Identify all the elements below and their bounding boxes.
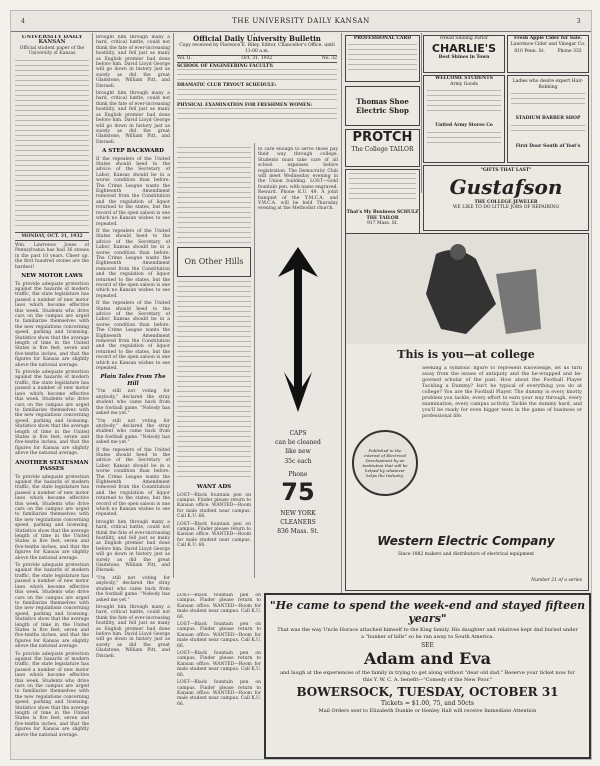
column-rule [341,33,342,593]
ad-text: can be cleaned [275,439,321,446]
body-text: To provide adequate protection against the hazards of modern traffic, the state legislature has passed a number of new motor laws which become effective this week. Students who drive cars on the campus are urged to familiarize themselves with the new regulations concerning speed, parking and licensing. Statistics show that the average length of time in the United States is five feet, seven and five-tenths inches, and that the figures for Kansas are slightly above the national average. [15,370,89,457]
adam-eva-body1: That was the way Uncle Horace attached himself to the King family. His daughter and relatives kept dad buried under a "bunker of bills" so he ran away to South America. [277,627,578,640]
body-text: "I'm still not voting for anybody," declared the stray student who came back from the football game. "Nobody has asked me yet." [96,575,170,603]
football-illustration [346,234,586,344]
charlies-pretitle: Oread Shining Parlor [439,36,489,41]
seal-text: Published in the interest of Electrical Development by an Institution that will be helped by whatever helps the Industry. [362,448,408,478]
bulletin-text [177,69,337,83]
bulletin-subtitle: Copy received by Florence E. Riley, Editor, Chancellor's Office, until 11:00 a.m. [179,43,335,54]
body-text: brought him through many a hard, critical battle, could not think the fate of ever-increasing hostility, and fell just as many as English premier had done before him. David Lloyd George will go down in history just as surely as did the great Gladstone, William Pitt, and Disraeli. [96,519,170,574]
body-text: "I'm still not voting for anybody," declared the stray student who came back from the football game. "Nobody has asked me yet." [96,418,170,446]
ad-text: CAPS [289,430,307,437]
adam-and-eva-ad [264,593,591,759]
ad-text: 35c each [284,458,312,465]
page-header [11,11,591,32]
body-text: If the repealers of the United States should heed to the advice of the Secretary of Labor, Kansas should be in a worse condition than before. The Crime League wants the Eighteenth Amendment removed from the Constitution and the regulation of liquor returned to the states, but the record of the open saloon is one which no Kansan wishes to see repeated. [96,156,170,227]
bulletin-item: SCHOOL OF ENGINEERING FACULTY: [177,63,274,69]
body-text: If the repealers of the United States should heed to the advice of the Secretary of Labor, Kansas should be in a worse condition than before. The Crime League wants the Eighteenth Amendment removed from the Constitution and the regulation of liquor returned to the states, but the record of the open saloon is one which no Kansan wishes to see repeated. [96,447,170,518]
column-rule [421,33,422,193]
newspaper-page [10,10,592,760]
gustafson-ad [423,165,589,231]
bulletin-volume: Vol. II. [177,56,192,61]
charlies-tagline: Best Shines in Town [438,54,490,60]
page-number-right: 3 [576,17,581,25]
body-text: If the repealers of the United States should heed to the advice of the Secretary of Labor, Kansas should be in a worse condition than before. The Crime League wants the Eighteenth Amendment removed from the Constitution and the regulation of liquor returned to the states, but the record of the open saloon is one which no Kansan wishes to see repeated. [96,228,170,299]
cider-company: Lawrence Cider and Vinegar Co. [510,41,586,47]
cider-phone: Phone 333 [557,49,582,54]
jeweler-subtitle: WE LIKE TO DO LITTLE JOBS OF REPAIRING [452,205,560,210]
heading-statesman: ANOTHER STATESMAN PASSES [15,459,89,473]
barber-location: First Door South of Yost's [515,143,581,149]
ad-text [427,132,501,152]
cider-address: 810 Penn. St. [514,49,545,54]
on-other-hills-title: On Other Hills [184,257,244,267]
want-ads-text: LOST—Black fountain pen on campus. Finder please return to Kansan office. WANTED—Room for male student near campus. Call K.U. 66. [177,680,261,707]
want-ads-text: LOST—Black fountain pen on campus. Finder please return to Kansan office. WANTED—Room for male student near campus. Call K.U. 66. [177,651,261,678]
masthead: UNIVERSITY DAILY KANSAN [21,35,83,46]
ad-text [349,173,416,207]
business-name: NEW YORK [280,510,316,517]
phone-label: Phone [288,471,308,478]
new-york-cleaners-ad [258,247,338,587]
cider-title: Fresh Apple Cider for Sale. [513,36,583,41]
protch-subtitle: The College TAILOR [351,146,414,153]
column-2 [96,35,170,755]
want-ads-text: LOST—Black fountain pen on campus. Finder please return to Kansan office. WANTED—Room for male student near campus. Call K.U. 66. [177,622,261,649]
quote-paragraph: Wm. Lawrence Jones of Pennsylvania has had 36 stones in the past 10 years. Cheer up, the first hundred stones are the hardest! [15,243,89,270]
column-rule [173,33,174,578]
article-text [177,147,251,247]
body-text: If the repealers of the United States should heed to the advice of the Secretary of Labor, Kansas should be in a worse condition than before. The Crime League wants the Eighteenth Amendment removed from the Constitution and the regulation of liquor returned to the states, but the record of the open saloon is one which no Kansan wishes to see repeated. [96,301,170,372]
body-text: brought him through many a hard, critical battle, could not think the fate of ever-increasing hostility, and fell just as many as English premier had done before him. David Lloyd George will go down in history just as surely as did the great Gladstone, William Pitt, and Disraeli. [96,35,170,89]
charlies-ad [423,35,505,73]
body-text: To provide adequate protection against the hazards of modern traffic, the state legislature has passed a number of new motor laws which become effective this week. Students who drive cars on the campus are urged to familiarize themselves with the new regulations concerning speed, parking and licensing. Statistics show that the average length of time in the United States is five feet, seven and five-tenths inches, and that the figures for Kansas are slightly above the national average. [15,651,89,738]
bulletin-text [177,89,337,103]
western-electric-ad [345,233,589,591]
want-ads-text: LOST—Black fountain pen on campus. Finder please return to Kansan office. WANTED—Room for male student near campus. Call K.U. 66. [177,492,251,520]
jeweler-title: THE COLLEGE JEWELER [474,199,538,205]
army-store-ad [423,75,505,163]
schulz-address: 917 Mass. St. [366,221,399,226]
cider-ad [507,35,589,73]
series-number: Number 21 of a series [531,578,582,583]
on-other-hills-banner [177,247,251,277]
thomas-shoe-name: Thomas Shoe Electric Shop [356,97,409,115]
heading-plain-tales: Plain Tales From The Hill [100,374,166,387]
professional-card-ad [345,35,420,82]
protch-ad [345,129,420,167]
protch-name: PROTCH [352,130,413,145]
barber-shop-ad [507,75,589,163]
business-address: 836 Mass. St. [277,528,319,535]
phone-number: 75 [281,478,315,506]
charlies-name: CHARLIE'S [431,41,497,55]
schulz-name: That's My Business SCHULZ THE TAILOR [346,210,419,221]
western-logo-sub: Since 1882 makers and distributors of electrical equipment [397,552,535,557]
business-name: CLEANERS [280,519,316,526]
staff-listing [15,60,89,230]
arrow-icon [258,247,338,417]
want-ads-text: LOST—Black fountain pen on campus. Finder please return to Kansan office. WANTED—Room for male student near campus. Call K.U. 66. [177,521,251,549]
article-text [177,281,251,481]
barber-name: STADIUM BARBER SHOP [515,116,581,121]
heading-motor-laws: NEW MOTOR LAWS [21,273,83,280]
university-bulletin [177,35,337,143]
adam-eva-body2: and laugh at the experiences of the family in trying to get along without "dear old dad." Reserve your ticket now for this Y. W. C. A. benefit—"Comedy of the New Poor." [280,670,575,683]
card-text [348,44,417,78]
western-headline: This is you—at college [397,348,535,361]
adam-eva-mail: Mail Orders sent to Elizabeth Dunkle or Henley Hall will receive Immediate Attention [318,708,537,714]
column-1 [15,35,89,755]
bulletin-item: PHYSICAL EXAMINATION FOR FRESHMEN WOMEN: [177,102,313,108]
western-logo: Western Electric Company [377,534,555,548]
thomas-shoe-ad [345,86,420,126]
western-seal [352,430,418,496]
bulletin-text [177,108,337,122]
body-text: brought him through many a hard, critical battle, could not think the fate of ever-increasing hostility, and fell just as many as English premier had done before him. David Lloyd George will go down in history just as surely as did the great Gladstone, William Pitt, and Disraeli. [96,604,170,659]
welcome-subheading: Army Goods [450,81,478,87]
gustafson-logo: Gustafson [449,174,563,199]
gifts-tagline: "GIFTS THAT LAST" [480,168,532,173]
bulletin-date: Oct. 31, 1932 [241,56,273,61]
column-3-bottom [177,593,261,755]
body-text: "I'm still not voting for anybody," declared the stray student who came back from the football game. "Nobody has asked me yet." [96,389,170,417]
bulletin-title: Official Daily University Bulletin [193,35,321,43]
body-text: To provide adequate protection against the hazards of modern traffic, the state legislature has passed a number of new motor laws which become effective this week. Students who drive cars on the campus are urged to familiarize themselves with the new regulations concerning speed, parking and licensing. Statistics show that the average length of time in the United States is five feet, seven and five-tenths inches, and that the figures for Kansas are slightly above the national average. [15,281,89,368]
barber-pretitle: Ladies who desire expert Hair-Bobbing [512,79,584,90]
heading-step-backward: A STEP BACKWARD [102,148,164,155]
store-name: United Army Stores Co [435,123,493,128]
page-number-left: 4 [21,17,26,25]
bulletin-item: DRAMATIC CLUB TRYOUT SCHEDULE: [177,83,277,88]
adam-eva-tickets: Tickets = $1.00, 75, and 50cts [381,700,474,707]
newspaper-title: THE UNIVERSITY DAILY KANSAN [232,17,370,25]
schulz-tailor-ad [345,169,420,237]
column-4-upper [258,147,338,247]
professional-card-title: PROFESSIONAL CARD [353,36,412,41]
body-text: brought him through many a hard, critical battle, could not think the fate of ever-increasing hostility, and fell just as many as English premier had done before him. David Lloyd George will go down in history just as surely as did the great Gladstone, William Pitt, and Disraeli. [96,91,170,145]
adam-eva-see: SEE [421,642,434,649]
ad-text [427,90,501,120]
adam-eva-title: Adam and Eva [363,649,492,668]
heading-want-ads: WANT ADS [196,484,232,490]
ad-text: like new [285,448,311,455]
ad-text [511,125,585,141]
bulletin-info-row [177,55,337,63]
issue-date: MONDAY, OCT. 31, 1932 [15,232,89,241]
column-3-upper [177,147,251,247]
ad-text [511,93,585,113]
body-text: to care enough to serve those pay their way through college. Students must take care of all school expenses before registration. The Democratic Club will meet Wednesday evening in the Union building. LOST—Gold fountain pen, with name engraved. Reward. Phone K.U. 49. A joint banquet of the Y.M.C.A. and Y.W.C.A. will be held Thursday evening at the Methodist church. [258,147,338,212]
bulletin-number: No. 32 [321,56,337,61]
column-rule [92,33,93,578]
body-text: To provide adequate protection against the hazards of modern traffic, the state legislature has passed a number of new motor laws which become effective this week. Students who drive cars on the campus are urged to familiarize themselves with the new regulations concerning speed, parking and licensing. Statistics show that the average length of time in the United States is five feet, seven and five-tenths inches, and that the figures for Kansas are slightly above the national average. [15,563,89,650]
column-3-lower [177,247,251,587]
welcome-heading: WELCOME STUDENTS [435,76,493,81]
cider-details [508,49,588,55]
want-ads-text: LOST—Black fountain pen on campus. Finder please return to Kansan office. WANTED—Room for male student near campus. Call K.U. 66. [177,593,261,620]
adam-eva-date: BOWERSOCK, TUESDAY, OCTOBER 31 [296,685,559,699]
western-body: Seeking a symbolic figure to represent Knowledge, let us turn away from the issues of antiquity and the be-wrapped and be-gowned scholar of the past. How about the Football Player Tackling a Dummy? Isn't he typical of everything you do at college? You are the Football Player. The dummy is every knotty problem you tackle, every effort to earn your way through, every examination, every campus activity. Tackle the dummy hard, and you'll be ready for even bigger tests in the game of business or professional life. [422,366,582,419]
body-text: To provide adequate protection against the hazards of modern traffic, the state legislature has passed a number of new motor laws which become effective this week. Students who drive cars on the campus are urged to familiarize themselves with the new regulations concerning speed, parking and licensing. Statistics show that the average length of time in the United States is five feet, seven and five-tenths inches, and that the figures for Kansas are slightly above the national average. [15,474,89,561]
adam-eva-quote: "He came to spend the week-end and stayed fifteen years" [269,599,586,625]
masthead-subtitle: Official student paper of the University of Kansas [19,45,85,57]
